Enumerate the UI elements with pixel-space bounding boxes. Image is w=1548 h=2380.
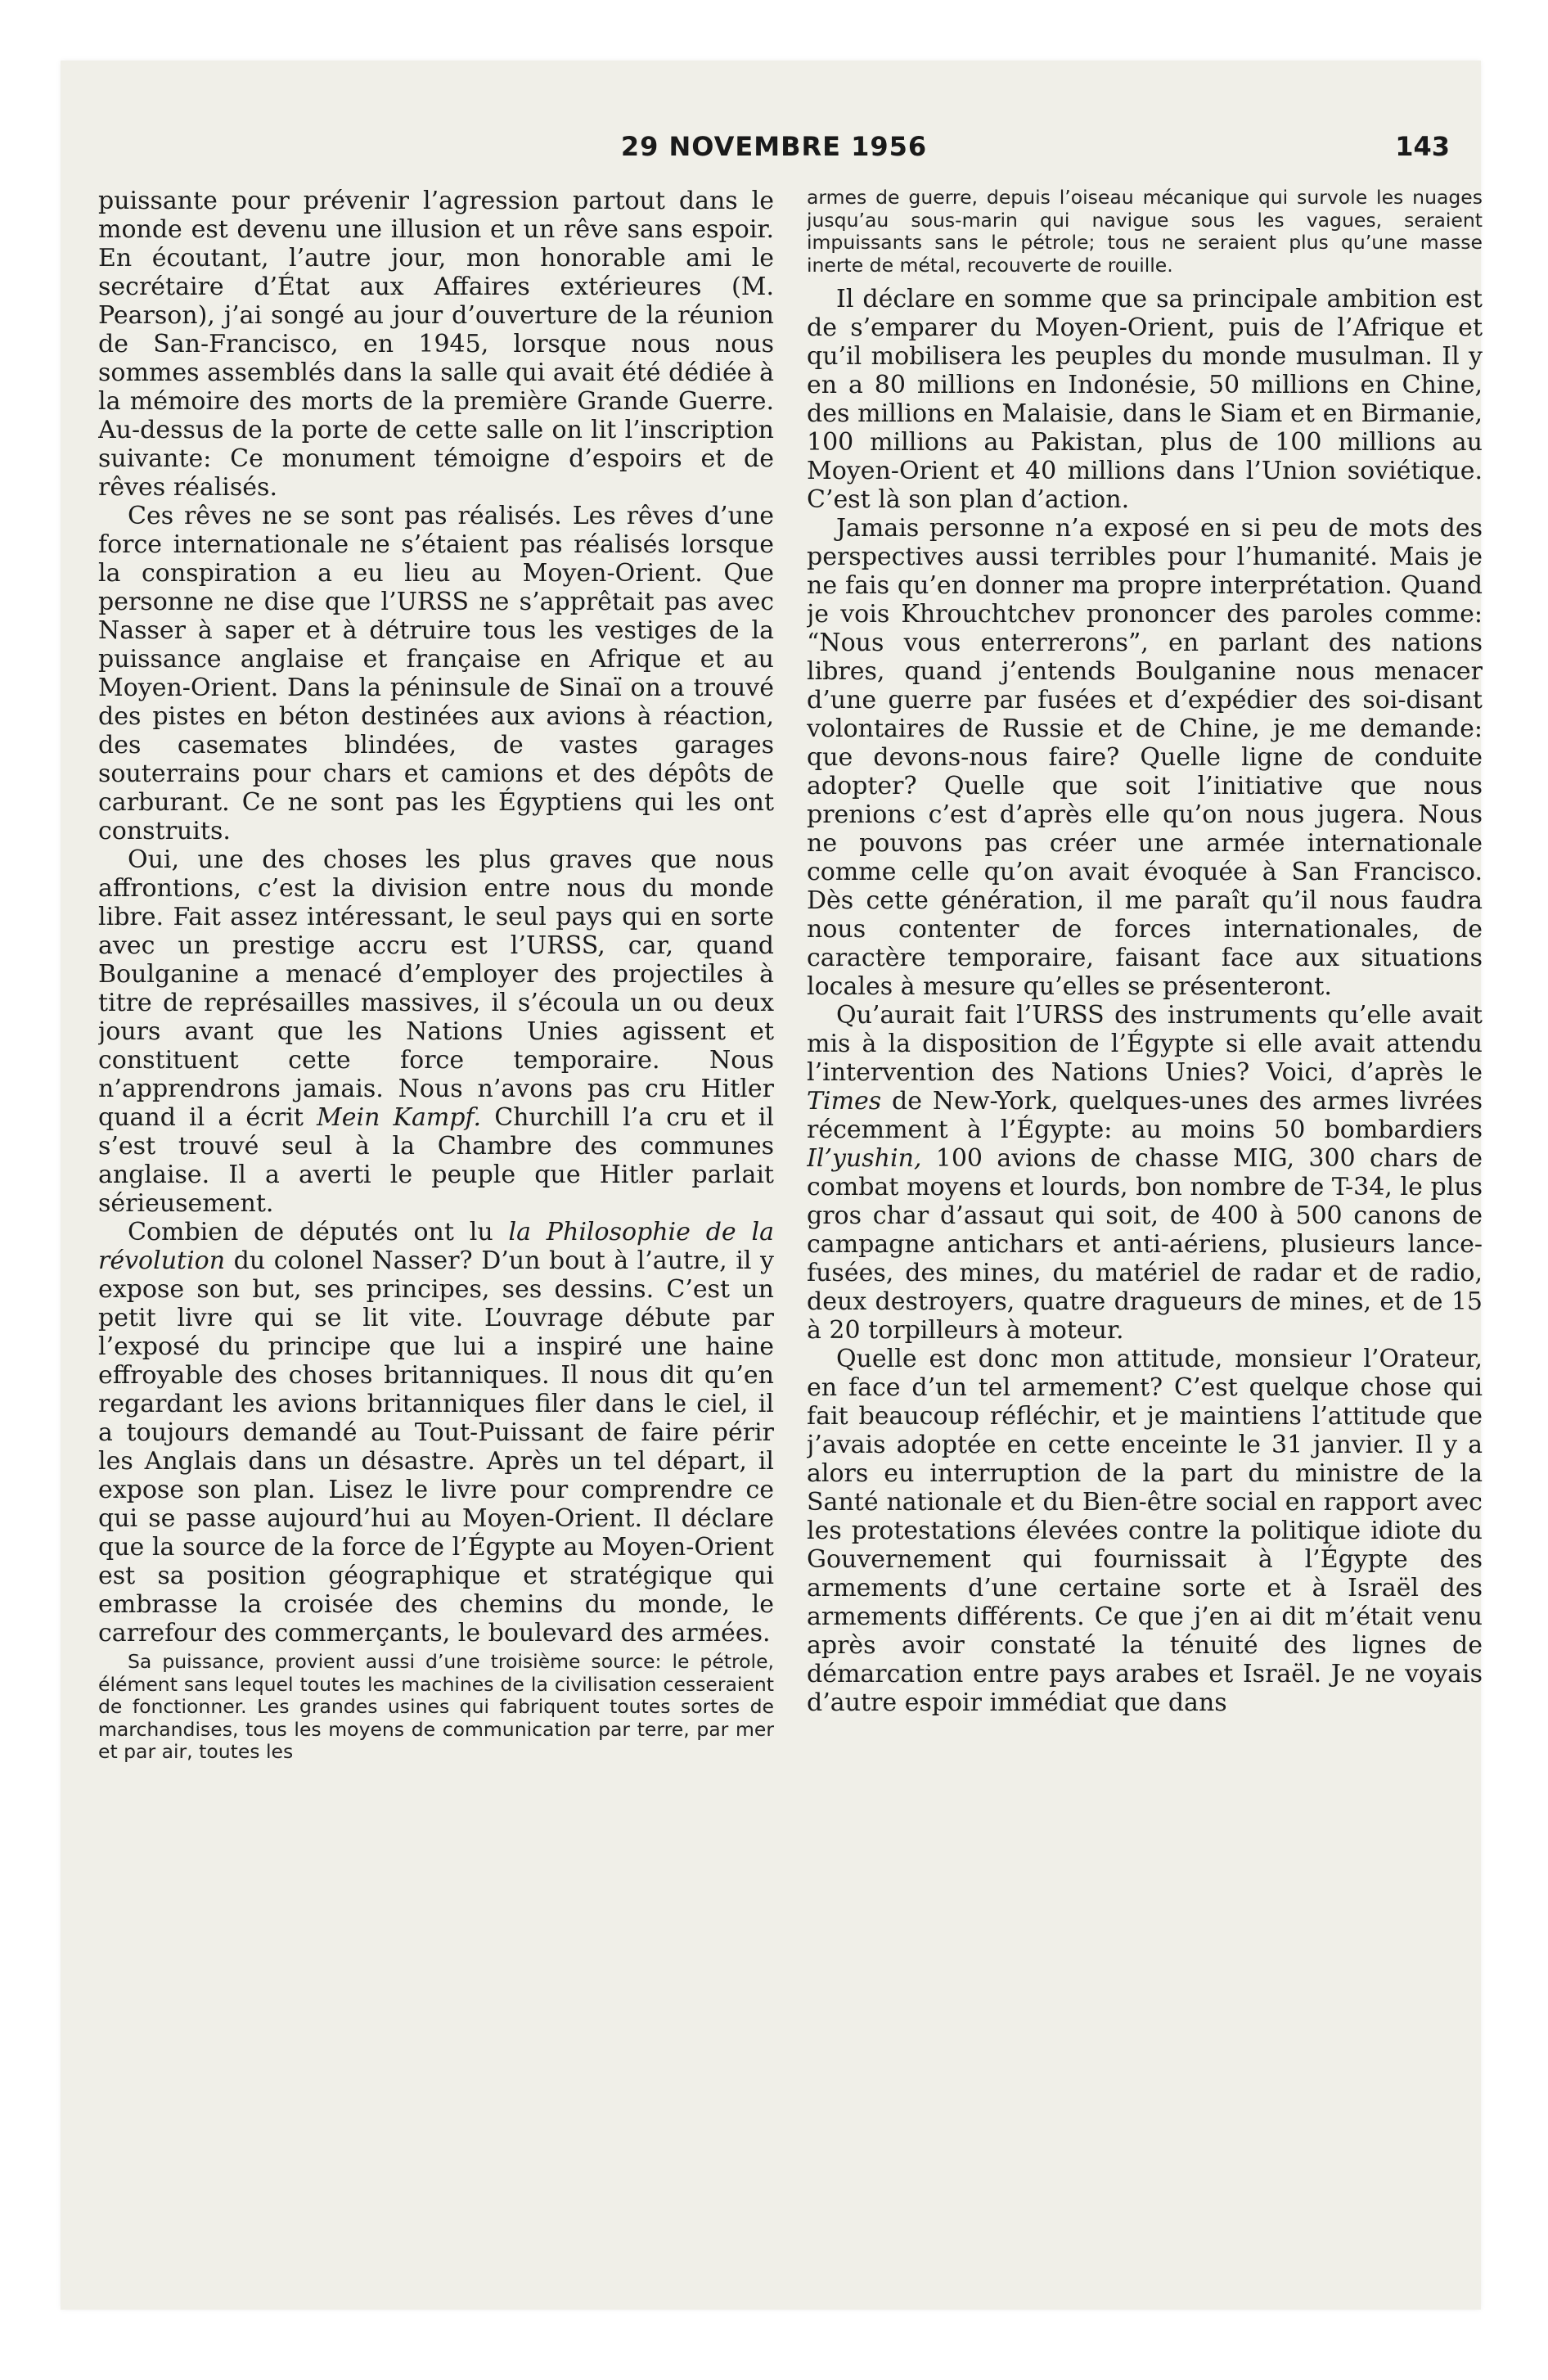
aircraft-name-italic: Il’yushin, [807,1144,922,1173]
text-run: Combien de députés ont lu [128,1218,493,1246]
right-column [807,187,1483,2151]
text-run: du colonel Nasser? D’un bout à l’autre, il y expose son but, ses principes, ses dessins. C’est un petit livre qui se lit vite. L’ouvrage débute par l’exposé du principe que lui a inspiré une haine effroyable des choses britanniques. Il nous dit qu’en regardant les avions britanniques filer dans le ciel, il a toujours demandé au Tout-Puissant de faire périr les Anglais dans un désastre. Après un tel départ, il expose son plan. Lisez le livre pour comprendre ce qui se passe aujourd’hui au Moyen-Orient. Il déclare que la source de la force de l’Égypte au Moyen-Orient est sa position géographique et stratégique qui embrasse la croisée des chemins du monde, le carrefour des commerçants, le boulevard des armées. [98,1246,774,1648]
book-title-italic: la Philosophie de la révolution [98,1218,774,1275]
left-column [98,187,774,2151]
paragraph: Jamais personne n’a exposé en si peu de mots des perspectives aussi terribles pour l’humanité. Mais je ne fais qu’en donner ma propre interprétation. Quand je vois Khrouchtchev prononcer des paroles comme: “Nous vous enterrerons”, en parlant des nations libres, quand j’entends Boulganine nous menacer d’une guerre par fusées et d’expédier des soi-disant volontaires de Russie et de Chine, je me demande: que devons-nous faire? Quelle ligne de conduite adopter? Quelle que soit l’initiative que nous prenions c’est d’après elle qu’on nous jugera. Nous ne pouvons pas créer une armée internationale comme celle qu’on avait évoquée à San Francisco. Dès cette génération, il me paraît qu’il nous faudra nous contenter de forces internationales, de caractère temporaire, faisant face aux situations locales à mesure qu’elles se présenteront. [807,514,1483,1001]
paragraph: Ces rêves ne se sont pas réalisés. Les rêves d’une force internationale ne s’étaient pas réalisés lorsque la conspiration a eu lieu au Moyen-Orient. Que personne ne dise que l’URSS ne s’apprêtait pas avec Nasser à saper et à détruire tous les vestiges de la puissance anglaise et française en Afrique et au Moyen-Orient. Dans la péninsule de Sinaï on a trouvé des pistes en béton destinées aux avions à réaction, des casemates blindées, de vastes garages souterrains pour chars et camions et des dépôts de carburant. Ce ne sont pas les Égyptiens qui les ont construits. [98,502,774,845]
page-number: 143 [1395,131,1450,162]
paragraph: puissante pour prévenir l’agression partout dans le monde est devenu une illusion et un rêve sans espoir. En écoutant, l’autre jour, mon honorable ami le secrétaire d’État aux Affaires extérieures (M. Pearson), j’ai songé au jour d’ouverture de la réunion de San-Francisco, en 1945, lorsque nous nous sommes assemblés dans la salle qui avait été dédiée à la mémoire des morts de la première Grande Guerre. Au-dessus de la porte de cette salle on lit l’inscription suivante: Ce monument témoigne d’espoirs et de rêves réalisés. [98,187,774,502]
text-run: Churchill l’a cru et il s’est trouvé seul à la Chambre des communes anglaise. Il a averti le peuple que Hitler parlait sérieusement. [98,1103,774,1218]
paragraph [98,1218,774,1648]
page-header [98,123,1450,172]
newspaper-title-italic: Times [807,1087,882,1116]
paragraph [98,845,774,1218]
quoted-passage: Sa puissance, provient aussi d’une troisième source: le pétrole, élément sans lequel toutes les machines de la civilisation cesseraient de fonctionner. Les grandes usines qui fabriquent toutes sortes de marchandises, tous les moyens de communication par terre, par mer et par air, toutes les [98,1650,774,1763]
header-date: 29 NOVEMBRE 1956 [620,131,928,162]
paragraph: Quelle est donc mon attitude, monsieur l’Orateur, en face d’un tel armement? C’est quelque chose qui fait beaucoup réfléchir, et je maintiens l’attitude que j’avais adoptée en cette enceinte le 31 janvier. Il y a alors eu interruption de la part du ministre de la Santé nationale et du Bien-être social en rapport avec les protestations élevées contre la politique idiote du Gouvernement qui fournissait à l’Égypte des armements d’une certaine sorte et à Israël des armements différents. Ce que j’en ai dit m’était venu après avoir constaté la ténuité des lignes de démarcation entre pays arabes et Israël. Je ne voyais d’autre espoir immédiat que dans [807,1345,1483,1717]
text-run: de New-York, quelques-unes des armes livrées récemment à l’Égypte: au moins 50 bombardiers [807,1087,1483,1144]
paragraph: Il déclare en somme que sa principale ambition est de s’emparer du Moyen-Orient, puis de l’Afrique et qu’il mobilisera les peuples du monde musulman. Il y en a 80 millions en Indonésie, 50 millions en Chine, des millions en Malaisie, dans le Siam et en Birmanie, 100 millions au Pakistan, plus de 100 millions au Moyen-Orient et 40 millions dans l’Union soviétique. C’est là son plan d’action. [807,285,1483,514]
text-run: 100 avions de chasse MIG, 300 chars de combat moyens et lourds, bon nombre de T-34, le plus gros char d’assaut qui soit, de 400 à 500 canons de campagne antichars et anti-aériens, plusieurs lance-fusées, des mines, du matériel de radar et de radio, deux destroyers, quatre dragueurs de mines, et de 15 à 20 torpilleurs à moteur. [807,1144,1483,1345]
text-run: Qu’aurait fait l’URSS des instruments qu’elle avait mis à la disposition de l’Égypte si elle avait attendu l’intervention des Nations Unies? Voici, d’après le [807,1001,1483,1087]
paragraph [807,1001,1483,1345]
quoted-passage: armes de guerre, depuis l’oiseau mécanique qui survole les nuages jusqu’au sous-marin qui navigue sous les vagues, seraient impuissants sans le pétrole; tous ne seraient plus qu’une masse inerte de métal, recouverte de rouille. [807,187,1483,277]
book-title-italic: Mein Kampf. [317,1103,482,1132]
text-run: Oui, une des choses les plus graves que nous affrontions, c’est la division entre nous du monde libre. Fait assez intéressant, le seul pays qui en sorte avec un prestige accru est l’URSS, car, quand Boulganine a menacé d’employer des projectiles à titre de représailles massives, il s’écoula un ou deux jours avant que les Nations Unies agissent et constituent cette force temporaire. Nous n’apprendrons jamais. Nous n’avons pas cru Hitler quand il a écrit [98,845,774,1132]
